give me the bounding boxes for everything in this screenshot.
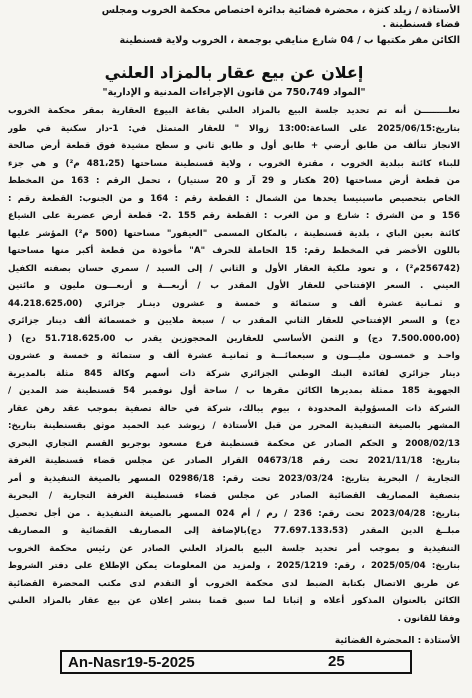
- body-line: كائنة بعين الباي ، بلدية قسنطينة ، بالمكان المسمى "العيفور" مساحتها (500 م²) المؤشر عليها: [8, 228, 460, 239]
- body-line: التنفيذية و بموجب أمر تحديد جلسة البيع بالمزاد العلني الصادر عن رئيس محكمة الخروب: [8, 543, 460, 554]
- signature-line: الأستاذة : المحضرة القضائية: [334, 636, 460, 646]
- body-line: بتاريخ: 2023/04/28 تحت رقم: 236 / رم / أم 024 المسهر بالصيغة التنفيذية . من أجل تحصيل: [8, 508, 460, 519]
- body-line: للبناء كائنة ببلدية الخروب ، مقترة الخروب ، ولاية قسنطينة مساحتها (481،25 م²) و هي جزء: [8, 158, 460, 169]
- body-line: المشهر بالصيغة التنفيذية المحرر من قبل الأستاذة / زيوشد عبد الحميد موثق بقسنطينة بتاريخ:: [8, 421, 460, 431]
- legal-notice: [8, 4, 460, 690]
- body-line: (256742م²) ، و تعود ملكية العقار الأول و الثاني / إلى السيد / سمري حسان بصفته الكفيل: [8, 263, 460, 274]
- notice-body: [8, 103, 460, 628]
- body-line: دينار جزائري لفائدة البنك الوطني الجزائري شركة ذات أسهم وكالة 845 مثلة بالمديرية: [8, 368, 460, 379]
- body-line: 156 و من الشرق : شارع و من الغرب : القطعة رقم 155 .2- قطعة أرض عضرية على الشياع: [8, 211, 460, 221]
- body-line: دج) و السعر الإفتتاحي للعقار الثاني المقدر ب / سبعة ملايين و خمسمائة ألف دينار جزائري: [8, 316, 460, 326]
- body-line: عن طريق الاتصال بكتابة الضبط لدى محكمة الخروب أو التقدم لدى مكتب المحضرة القضائية: [8, 578, 460, 589]
- page-number: 25: [328, 653, 345, 670]
- body-line: بتاريخ: 2021/11/18 تحت رقم 04673/18 القرار الصادر عن مجلس قضاء قسنطينة الغرفة: [8, 456, 460, 466]
- body-line: الكائن بالعنوان المذكور أعلاه و إثباتا لما سبق قمنا بنشر إعلان عن بيع عقار بالمزاد العلني: [8, 596, 460, 606]
- body-line: الانجاز تتألف من طابق أرضي + طابق أول و طابق ثاني و سطح مشيدة فوق قطعة أرض صالحة: [8, 141, 460, 151]
- body-line: بتصفية المصاريف القضائية الصادر عن مجلس قضاء قسنطينة الغرفة التجارية / البحرية: [8, 491, 460, 501]
- body-line: (7.500.000،00 دج) و الثمن الأساسي للعقارين المحجوزين يقدر ب 51.718.625،00 دج) (: [8, 333, 460, 344]
- body-line: العيني . السعر الإفتتاحي للعقار الأول المقدر ب / أربعـــة و أربعـــون مليون و مائتين: [8, 281, 460, 291]
- notice-title: إعلان عن بيع عقار بالمزاد العلني: [104, 63, 364, 82]
- edition-date: An-Nasr19-5-2025: [68, 653, 195, 671]
- bailiff-header-line-2: قضاء قسنطينة .: [382, 19, 460, 30]
- body-line: و ثمـانية عشرة ألف و ستمائة و خمسة و عشرون دينـار جزائري (44.218.625،00: [8, 298, 460, 309]
- body-line: بتاريخ:2025/06/15 على الساعة:13:00 زوالا " للعقار المتمثل في: 1-دار سكنية في طور: [8, 123, 460, 134]
- body-line: وفقا للقانون .: [397, 613, 460, 624]
- bailiff-header-line-1: الأستاذة / زيلد كنزة ، محضرة قضائية بدائرة اختصاص محكمة الخروب ومجلس: [101, 5, 460, 16]
- body-line: 2008/02/13 و الحكم الصادر عن محكمة قسنطينة فرع مسعود بوجريو القسم التجاري البحري: [8, 438, 460, 449]
- body-line: الخاص بتحصيص ماسينيسا يحدها من الشمال : القطعة رقم : 164 و من الجنوب: القطعة رقم :: [8, 193, 460, 204]
- body-line: مبلــغ الدين المقدر (77.697.133،53 دج)بالإضافة إلى المصاريف القضائية و المصاريف: [8, 526, 460, 536]
- body-line: من قطعة أرض مساحتها (20 هكتار و 29 آر و 20 سنتيار) ، تحمل الرقم : 163 من المخطط: [8, 176, 460, 186]
- body-line: التجارية / البحرية بتاريخ: 2023/03/24 تحت رقم: 02986/18 المسهر بالصيغة التنفيذية و أمر: [8, 473, 460, 484]
- body-line: نعلـــــــــن أنه تم تحديد جلسة البيع بالمزاد العلني بقاعة البيوع العقارية بمقر محكمة الخروب: [8, 106, 460, 116]
- body-line: باللون الأخضر في المخطط رقم: 15 الحاملة للحرف "A" مأخوذة من قطعة أكبر منها مساحتها: [8, 246, 460, 256]
- body-line: بتاريخ: 2025/05/04 ، رقم: 2025/1219 ، ولمزيد من المعلومات يمكن الإطلاع على دفتر الشروط: [8, 561, 460, 571]
- notice-subtitle: "المواد 750،749 من قانون الإجراءات المدنية و الإدارية": [102, 87, 366, 98]
- page-footer: [60, 650, 412, 674]
- body-line: الشركة ذات المسؤولية المحدودة ، بيوم يبالك، شركة في حالة تصفية بموجب عقد رهن عقار: [8, 403, 460, 414]
- bailiff-address: الكائن مقر مكتبها ب / 04 شارع منايفي بوجمعة ، الخروب ولاية قسنطينة: [119, 35, 460, 46]
- body-line: الجهوية 185 ممثلة بمديرها الكائن مقرها ب / ساحة أول نوفمبر 54 قسنطينة ضد المدين /: [8, 386, 460, 396]
- body-line: واحـد و خمسـون مليـــون و سبعمائـــة و ثمانيـة عشرة ألف و ستمائة و خمسة و عشرون: [8, 351, 460, 361]
